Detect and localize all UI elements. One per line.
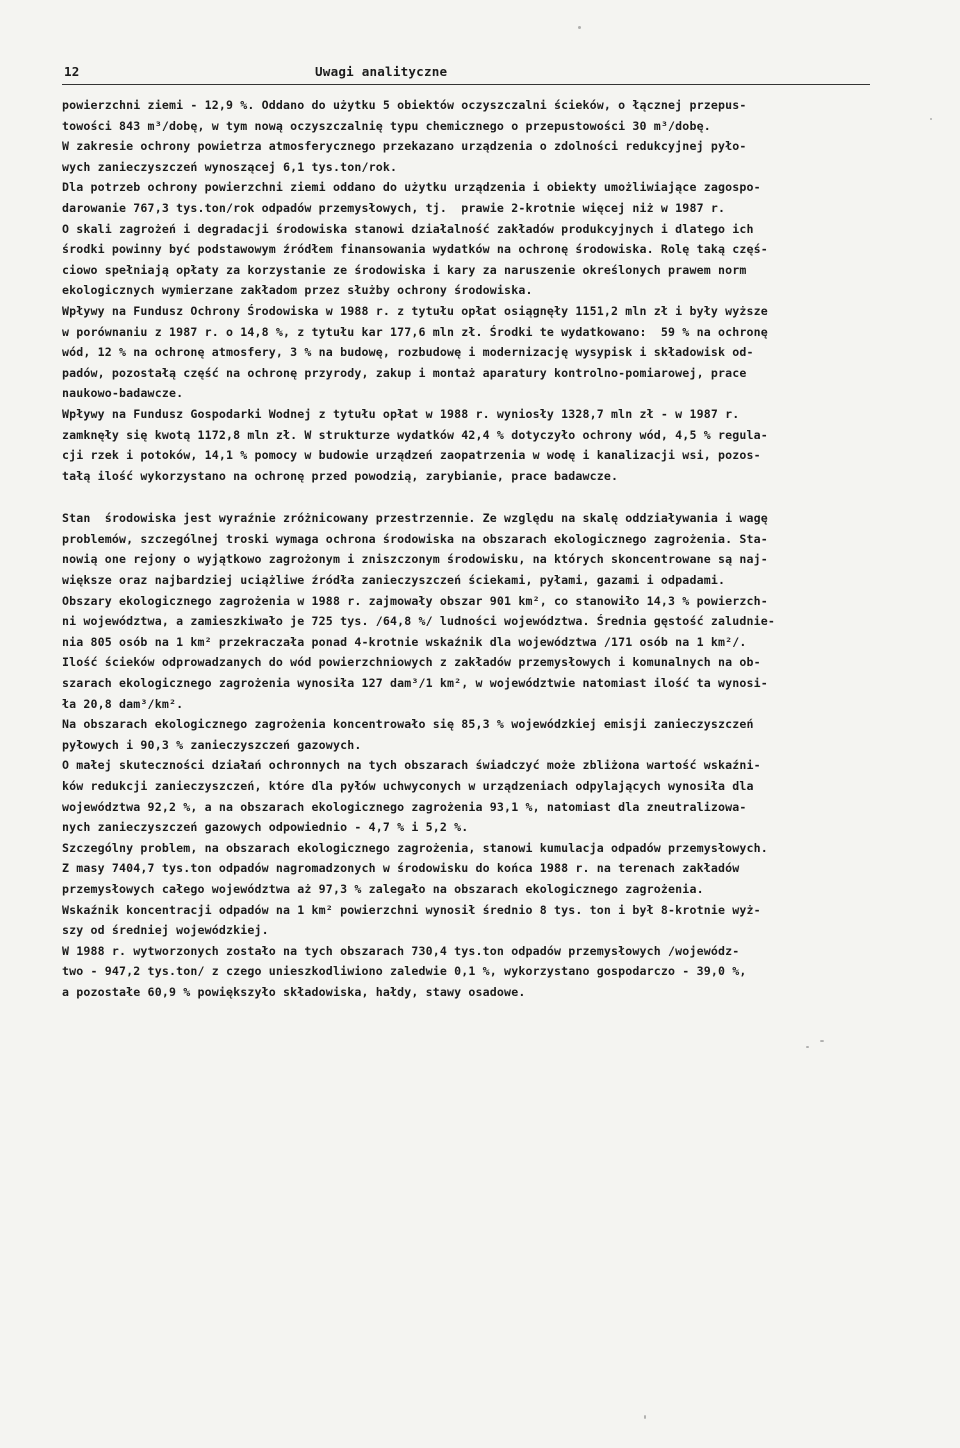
scan-speck — [930, 118, 932, 120]
text-line: naukowo-badawcze. — [62, 386, 184, 401]
text-line: darowanie 767,3 tys.ton/rok odpadów przemysłowych, tj. prawie 2-krotnie więcej niż w 1987 r. — [62, 200, 726, 215]
text-line: wód, 12 % na ochronę atmosfery, 3 % na budowę, rozbudowę i modernizację wysypisk i składowisk od- — [62, 345, 754, 360]
text-line: Wskaźnik koncentracji odpadów na 1 km² powierzchni wynosił średnio 8 tys. ton i był 8-krotnie wyż- — [62, 902, 761, 917]
text-line: Wpływy na Fundusz Ochrony Środowiska w 1988 r. z tytułu opłat osiągnęły 1151,2 mln zł i były wyższe — [62, 303, 768, 318]
text-line: w porównaniu z 1987 r. o 14,8 %, z tytułu kar 177,6 mln zł. Środki te wydatkowano: 59 % na ochronę — [62, 324, 768, 339]
text-line: ekologicznych wymierzane zakładom przez służby ochrony środowiska. — [62, 283, 533, 298]
paragraph-gap — [62, 486, 912, 508]
text-line: Ilość ścieków odprowadzanych do wód powierzchniowych z zakładów przemysłowych i komunalnych na ob- — [62, 655, 761, 670]
text-line: tałą ilość wykorzystano na ochronę przed powodzią, zarybianie, prace badawcze. — [62, 468, 619, 483]
text-line: województwa 92,2 %, a na obszarach ekologicznego zagrożenia 93,1 %, natomiast dla zneutralizowa- — [62, 799, 747, 814]
text-line: cji rzek i potoków, 14,1 % pomocy w budowie urządzeń zaopatrzenia w wodę i kanalizacji wsi, pozos- — [62, 448, 761, 463]
text-line: Obszary ekologicznego zagrożenia w 1988 r. zajmowały obszar 901 km², co stanowiło 14,3 % powierzch- — [62, 593, 768, 608]
text-line: nia 805 osób na 1 km² przekraczała ponad 4-krotnie wskaźnik dla województwa /171 osób na 1 km²/. — [62, 634, 747, 649]
running-head: Uwagi analityczne — [315, 64, 448, 79]
scan-speck — [806, 1046, 809, 1048]
text-line: przemysłowych całego województwa aż 97,3 % zalegało na obszarach ekologicznego zagrożenia. — [62, 881, 704, 896]
body-text — [62, 95, 912, 1003]
text-line: O skali zagrożeń i degradacji środowiska stanowi działalność zakładów produkcyjnych i dlatego ich — [62, 221, 754, 236]
text-line: większe oraz najbardziej uciążliwe źródła zanieczyszczeń ściekami, pyłami, gazami i odpadami. — [62, 573, 726, 588]
text-line: Szczególny problem, na obszarach ekologicznego zagrożenia, stanowi kumulacja odpadów przemysłowych. — [62, 840, 768, 855]
scan-speck — [820, 1040, 824, 1042]
text-line: W 1988 r. wytworzonych zostało na tych obszarach 730,4 tys.ton odpadów przemysłowych /wojewódz- — [62, 943, 740, 958]
text-line: ciowo spełniają opłaty za korzystanie ze środowiska i kary za naruszenie określonych prawem norm — [62, 262, 747, 277]
text-line: Na obszarach ekologicznego zagrożenia koncentrowało się 85,3 % wojewódzkiej emisji zanieczyszczeń — [62, 717, 754, 732]
text-line: wych zanieczyszczeń wynoszącej 6,1 tys.ton/rok. — [62, 159, 398, 174]
text-line: zamknęły się kwotą 1172,8 mln zł. W strukturze wydatków 42,4 % dotyczyło ochrony wód, 4,5 % regula- — [62, 427, 768, 442]
text-line: ków redukcji zanieczyszczeń, które dla pyłów uchwyconych w urządzeniach odpylających wynosiła dla — [62, 779, 754, 793]
text-line: towości 843 m³/dobę, w tym nową oczyszczalnię typu chemicznego o przepustowości 30 m³/dobę. — [62, 118, 711, 133]
text-line: środki powinny być podstawowym źródłem finansowania wydatków na ochronę środowiska. Rolę taką częś- — [62, 242, 768, 257]
text-line: powierzchni ziemi - 12,9 %. Oddano do użytku 5 obiektów oczyszczalni ścieków, o łącznej przepus- — [62, 98, 747, 112]
text-line: nych zanieczyszczeń gazowych odpowiednio - 4,7 % i 5,2 %. — [62, 820, 469, 835]
text-line: O małej skuteczności działań ochronnych na tych obszarach świadczyć może zbliżona wartość wskaźni- — [62, 758, 761, 773]
text-line: ła 20,8 dam³/km². — [62, 696, 184, 711]
text-line: nowią one rejony o wyjątkowo zagrożonym i zniszczonym środowisku, na których skoncentrowane są naj- — [62, 552, 768, 567]
scan-speck — [644, 1415, 646, 1419]
text-line: Z masy 7404,7 tys.ton odpadów nagromadzonych w środowisku do końca 1988 r. na terenach zakładów — [62, 861, 740, 876]
text-line: Wpływy na Fundusz Gospodarki Wodnej z tytułu opłat w 1988 r. wyniosły 1328,7 mln zł - w 1987 r. — [62, 406, 740, 421]
text-line: problemów, szczególnej troski wymaga ochrona środowiska na obszarach ekologicznego zagrożenia. Sta- — [62, 531, 768, 546]
text-line: szarach ekologicznego zagrożenia wynosiła 127 dam³/1 km², w województwie natomiast ilość ta wynosi- — [62, 676, 768, 691]
text-line: a pozostałe 60,9 % powiększyło składowiska, hałdy, stawy osadowe. — [62, 984, 526, 999]
text-line: two - 947,2 tys.ton/ z czego unieszkodliwiono zaledwie 0,1 %, wykorzystano gospodarczo - 39,0 %, — [62, 964, 747, 979]
text-line: ni województwa, a zamieszkiwało je 725 tys. /64,8 %/ ludności województwa. Średnia gęstość zaludnie- — [62, 614, 776, 629]
scan-speck — [578, 26, 581, 29]
text-line: Stan środowiska jest wyraźnie zróżnicowany przestrzennie. Ze względu na skalę oddziaływania i wagę — [62, 511, 768, 526]
page-header — [62, 64, 870, 85]
text-line: Dla potrzeb ochrony powierzchni ziemi oddano do użytku urządzenia i obiekty umożliwiające zagospo- — [62, 180, 761, 195]
text-line: szy od średniej wojewódzkiej. — [62, 923, 269, 938]
text-line: pyłowych i 90,3 % zanieczyszczeń gazowych. — [62, 737, 362, 752]
page-number: 12 — [64, 64, 80, 79]
text-line: W zakresie ochrony powietrza atmosferycznego przekazano urządzenia o zdolności redukcyjnej pyło- — [62, 139, 747, 154]
text-line: padów, pozostałą część na ochronę przyrody, zakup i montaż aparatury kontrolno-pomiarowej, prace — [62, 365, 747, 380]
